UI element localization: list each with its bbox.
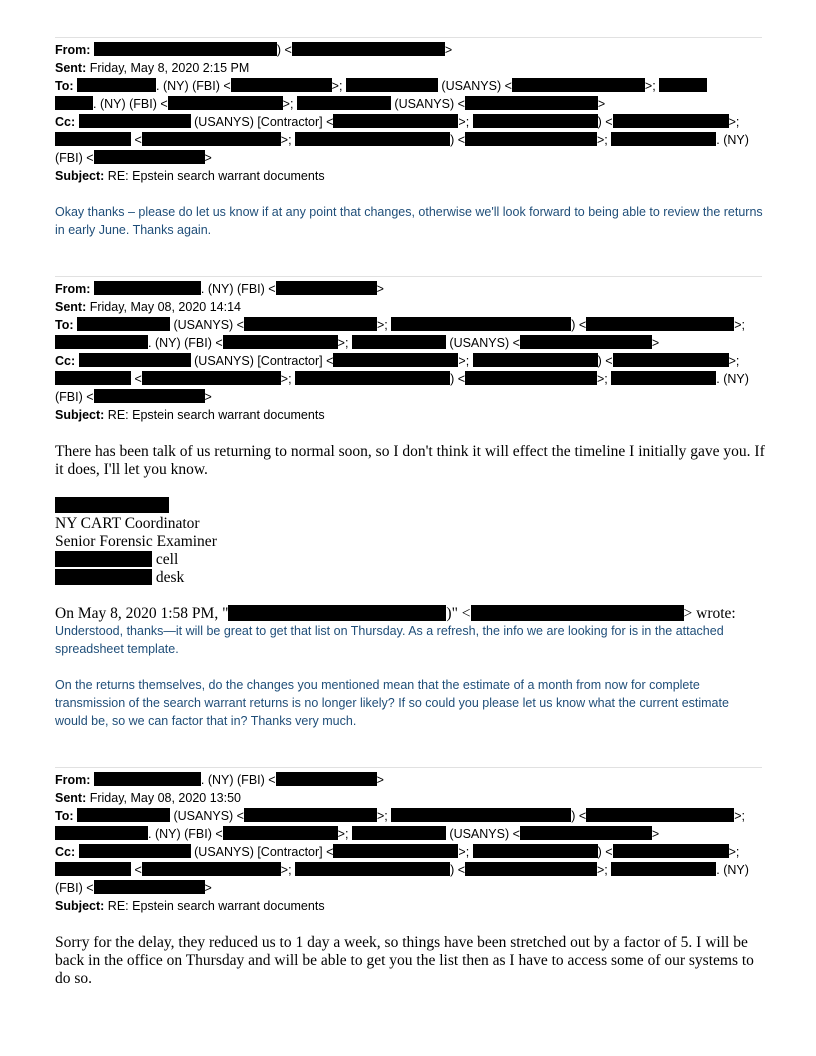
redaction-block bbox=[611, 371, 716, 385]
email-body-2 bbox=[55, 443, 767, 479]
redaction-block bbox=[55, 497, 169, 513]
redaction-block bbox=[55, 371, 131, 385]
redaction-block bbox=[611, 132, 716, 146]
redaction-block bbox=[613, 844, 729, 858]
redaction-block bbox=[94, 150, 205, 164]
sent-label: Sent: bbox=[55, 791, 87, 805]
cc-row-end: (FBI) < > bbox=[55, 390, 212, 404]
sent-date: Friday, May 08, 2020 14:14 bbox=[89, 300, 241, 314]
sent-label: Sent: bbox=[55, 61, 87, 75]
redaction-block bbox=[55, 826, 148, 840]
email-separator bbox=[55, 276, 762, 277]
email-body-3 bbox=[55, 934, 767, 988]
redaction-block bbox=[244, 317, 377, 331]
from-label: From: bbox=[55, 773, 91, 787]
signature-desk: desk bbox=[155, 569, 185, 586]
from-label: From: bbox=[55, 282, 91, 296]
redaction-block bbox=[473, 844, 598, 858]
email-body-1 bbox=[55, 203, 765, 239]
quoted-body bbox=[55, 622, 765, 730]
redaction-block bbox=[613, 353, 729, 367]
body-paragraph: There has been talk of us returning to normal soon, so I don't think it will effect the timeline I initially gave you. If it does, I'll let you know. bbox=[55, 443, 765, 478]
cc-row-end: (FBI) < > bbox=[55, 151, 212, 165]
cc-row-cont: < >; ) < >; . (NY) bbox=[55, 131, 765, 149]
email-header-2 bbox=[55, 280, 765, 424]
redaction-block bbox=[333, 114, 458, 128]
redaction-block bbox=[94, 42, 277, 56]
from-row: From: . (NY) (FBI) < > bbox=[55, 282, 384, 296]
to-label: To: bbox=[55, 79, 74, 93]
redaction-block bbox=[333, 353, 458, 367]
redaction-block bbox=[465, 862, 597, 876]
email-header-1 bbox=[55, 41, 765, 185]
redaction-block bbox=[77, 78, 156, 92]
cc-label: Cc: bbox=[55, 354, 76, 368]
redaction-block bbox=[142, 371, 281, 385]
to-row-cont: . (NY) (FBI) < >; (USANYS) < > bbox=[55, 825, 765, 843]
subject-row bbox=[55, 406, 765, 424]
subject-label: Subject: bbox=[55, 408, 105, 422]
redaction-block bbox=[465, 132, 597, 146]
sent-row bbox=[55, 59, 765, 77]
redaction-block bbox=[465, 371, 597, 385]
redaction-block bbox=[391, 808, 571, 822]
redaction-block bbox=[142, 862, 281, 876]
redaction-block bbox=[520, 335, 652, 349]
cc-row-cont: < >; ) < >; . (NY) bbox=[55, 861, 765, 879]
email-separator bbox=[55, 37, 762, 38]
redaction-block bbox=[520, 826, 652, 840]
subject-text: RE: Epstein search warrant documents bbox=[107, 899, 325, 913]
email-header-3 bbox=[55, 771, 765, 915]
redaction-block bbox=[55, 96, 93, 110]
redaction-block bbox=[276, 772, 377, 786]
signature-role: Senior Forensic Examiner bbox=[55, 533, 217, 550]
cc-label: Cc: bbox=[55, 115, 76, 129]
cc-row: Cc: (USANYS) [Contractor] < >; ) < >; bbox=[55, 845, 740, 859]
redaction-block bbox=[94, 389, 205, 403]
redaction-block bbox=[79, 844, 191, 858]
to-row: To: (USANYS) < >; ) < >; bbox=[55, 318, 745, 332]
redaction-block bbox=[142, 132, 281, 146]
cc-row: Cc: (USANYS) [Contractor] < >; ) < >; bbox=[55, 354, 740, 368]
redaction-block bbox=[352, 826, 446, 840]
redaction-block bbox=[55, 862, 131, 876]
subject-label: Subject: bbox=[55, 169, 105, 183]
redaction-block bbox=[352, 335, 446, 349]
sent-label: Sent: bbox=[55, 300, 87, 314]
redaction-block bbox=[223, 826, 338, 840]
from-label: From: bbox=[55, 43, 91, 57]
redaction-block bbox=[611, 862, 716, 876]
quote-intro: On May 8, 2020 1:58 PM, " )" < > wrote: bbox=[55, 605, 736, 622]
redaction-block bbox=[471, 605, 684, 621]
subject-text: RE: Epstein search warrant documents bbox=[107, 408, 325, 422]
redaction-block bbox=[55, 132, 131, 146]
redaction-block bbox=[276, 281, 377, 295]
subject-text: RE: Epstein search warrant documents bbox=[107, 169, 325, 183]
to-label: To: bbox=[55, 318, 74, 332]
from-row: From: . (NY) (FBI) < > bbox=[55, 773, 384, 787]
to-row-cont: . (NY) (FBI) < >; (USANYS) < > bbox=[55, 334, 765, 352]
redaction-block bbox=[77, 808, 170, 822]
cc-row: Cc: (USANYS) [Contractor] < >; ) < >; bbox=[55, 115, 740, 129]
redaction-block bbox=[473, 353, 598, 367]
redaction-block bbox=[79, 353, 191, 367]
to-row: To: . (NY) (FBI) < >; (USANYS) < >; bbox=[55, 77, 765, 95]
redaction-block bbox=[231, 78, 332, 92]
redaction-block bbox=[586, 317, 734, 331]
subject-row bbox=[55, 897, 765, 915]
from-row: From: ) < > bbox=[55, 43, 453, 57]
redaction-block bbox=[473, 114, 598, 128]
redaction-block bbox=[244, 808, 377, 822]
redaction-block bbox=[55, 551, 152, 567]
signature-title: NY CART Coordinator bbox=[55, 515, 200, 532]
redaction-block bbox=[613, 114, 729, 128]
body-paragraph: Sorry for the delay, they reduced us to 1 day a week, so things have been stretched out by a factor of 5. I will be back in the office on Thursday and will be able to get you the list then as I have to access some of our systems to do so. bbox=[55, 934, 754, 987]
redaction-block bbox=[659, 78, 707, 92]
redaction-block bbox=[512, 78, 645, 92]
to-row-cont: . (NY) (FBI) < >; (USANYS) < > bbox=[55, 95, 765, 113]
redaction-block bbox=[292, 42, 445, 56]
signature-block bbox=[55, 497, 767, 587]
sent-row bbox=[55, 789, 765, 807]
body-paragraph: Okay thanks – please do let us know if at any point that changes, otherwise we'll look forward to being able to review the returns in early June. Thanks again. bbox=[55, 205, 763, 237]
redaction-block bbox=[297, 96, 391, 110]
redaction-block bbox=[55, 569, 152, 585]
redaction-block bbox=[333, 844, 458, 858]
redaction-block bbox=[94, 772, 201, 786]
signature-cell: cell bbox=[155, 551, 179, 568]
sent-date: Friday, May 08, 2020 13:50 bbox=[89, 791, 241, 805]
redaction-block bbox=[94, 880, 205, 894]
email-separator bbox=[55, 767, 762, 768]
subject-label: Subject: bbox=[55, 899, 105, 913]
sent-row bbox=[55, 298, 765, 316]
redaction-block bbox=[79, 114, 191, 128]
redaction-block bbox=[391, 317, 571, 331]
cc-row-end: (FBI) < > bbox=[55, 881, 212, 895]
redaction-block bbox=[228, 605, 446, 621]
sent-date: Friday, May 8, 2020 2:15 PM bbox=[89, 61, 250, 75]
to-label: To: bbox=[55, 809, 74, 823]
redaction-block bbox=[55, 335, 148, 349]
redaction-block bbox=[465, 96, 598, 110]
subject-row bbox=[55, 167, 765, 185]
redaction-block bbox=[346, 78, 438, 92]
redaction-block bbox=[295, 862, 450, 876]
redaction-block bbox=[586, 808, 734, 822]
cc-label: Cc: bbox=[55, 845, 76, 859]
redaction-block bbox=[295, 132, 450, 146]
quoted-paragraph: Understood, thanks—it will be great to get that list on Thursday. As a refresh, the info we are looking for is in the attached spreadsheet template. bbox=[55, 624, 724, 656]
redaction-block bbox=[77, 317, 170, 331]
cc-row-cont: < >; ) < >; . (NY) bbox=[55, 370, 765, 388]
redaction-block bbox=[94, 281, 201, 295]
redaction-block bbox=[295, 371, 450, 385]
redaction-block bbox=[223, 335, 338, 349]
quoted-paragraph: On the returns themselves, do the changes you mentioned mean that the estimate of a month from now for complete transmission of the search warrant returns is no longer likely? If so could you please let us know what the current estimate would be, so we can factor that in? Thanks very much. bbox=[55, 678, 729, 728]
redaction-block bbox=[168, 96, 283, 110]
to-row: To: (USANYS) < >; ) < >; bbox=[55, 809, 745, 823]
